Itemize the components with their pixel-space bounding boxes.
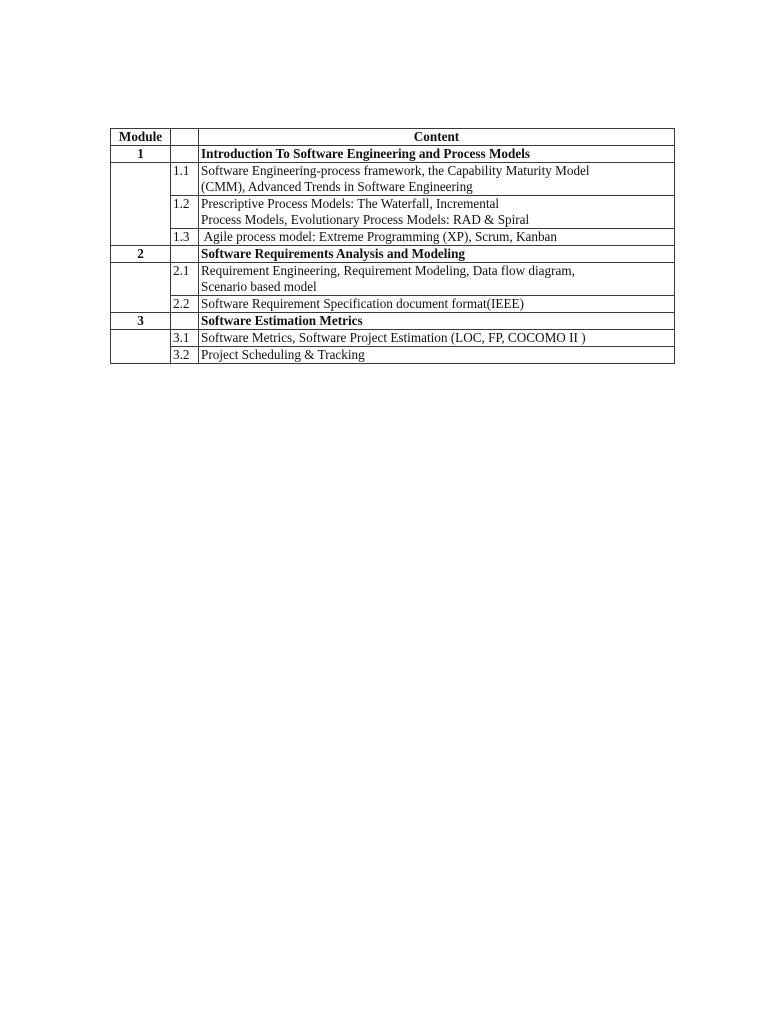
module-row: [111, 146, 675, 163]
module-blank-cell: [171, 313, 199, 330]
subtopic-number: 1.3: [171, 229, 199, 246]
module-number: 2: [111, 246, 171, 263]
subtopic-row: [111, 347, 675, 364]
header-content: Content: [199, 129, 675, 146]
subtopic-number: 1.1: [171, 163, 199, 196]
subtopic-content: [199, 263, 675, 296]
module-blank-cell: [171, 246, 199, 263]
subtopic-module-cell: [111, 330, 171, 347]
header-module: Module: [111, 129, 171, 146]
syllabus-body: [111, 146, 675, 364]
subtopic-line: Agile process model: Extreme Programming (XP), Scrum, Kanban: [201, 229, 557, 244]
subtopic-module-cell: [111, 296, 171, 313]
subtopic-content: [199, 296, 675, 313]
module-title: Software Requirements Analysis and Modeling: [199, 246, 675, 263]
subtopic-line: Project Scheduling & Tracking: [201, 347, 365, 362]
subtopic-row: [111, 229, 675, 246]
module-blank-cell: [171, 146, 199, 163]
module-number: 1: [111, 146, 171, 163]
subtopic-line: Software Engineering-process framework, the Capability Maturity Model: [201, 163, 590, 178]
subtopic-number: 3.2: [171, 347, 199, 364]
syllabus-table: [110, 128, 675, 364]
subtopic-module-cell: [111, 163, 171, 196]
subtopic-content: [199, 347, 675, 364]
subtopic-module-cell: [111, 263, 171, 296]
subtopic-line: Requirement Engineering, Requirement Modeling, Data flow diagram,: [201, 263, 575, 278]
subtopic-row: [111, 196, 675, 229]
subtopic-line: Prescriptive Process Models: The Waterfall, Incremental: [201, 196, 500, 211]
subtopic-content: [199, 229, 675, 246]
subtopic-number: 2.2: [171, 296, 199, 313]
subtopic-module-cell: [111, 196, 171, 229]
subtopic-number: 2.1: [171, 263, 199, 296]
subtopic-line: Software Requirement Specification document format(IEEE): [201, 296, 524, 311]
subtopic-number: 3.1: [171, 330, 199, 347]
module-title: Introduction To Software Engineering and Process Models: [199, 146, 675, 163]
subtopic-content: [199, 330, 675, 347]
module-row: [111, 246, 675, 263]
module-title: Software Estimation Metrics: [199, 313, 675, 330]
subtopic-module-cell: [111, 347, 171, 364]
subtopic-line: Scenario based model: [201, 279, 317, 294]
subtopic-content: [199, 163, 675, 196]
module-row: [111, 313, 675, 330]
subtopic-row: [111, 263, 675, 296]
table-header-row: [111, 129, 675, 146]
subtopic-module-cell: [111, 229, 171, 246]
subtopic-line: Process Models, Evolutionary Process Models: RAD & Spiral: [201, 212, 530, 227]
module-number: 3: [111, 313, 171, 330]
subtopic-line: (CMM), Advanced Trends in Software Engineering: [201, 179, 473, 194]
subtopic-line: Software Metrics, Software Project Estimation (LOC, FP, COCOMO II ): [201, 330, 586, 345]
subtopic-number: 1.2: [171, 196, 199, 229]
subtopic-row: [111, 296, 675, 313]
subtopic-content: [199, 196, 675, 229]
header-number: [171, 129, 199, 146]
subtopic-row: [111, 330, 675, 347]
subtopic-row: [111, 163, 675, 196]
